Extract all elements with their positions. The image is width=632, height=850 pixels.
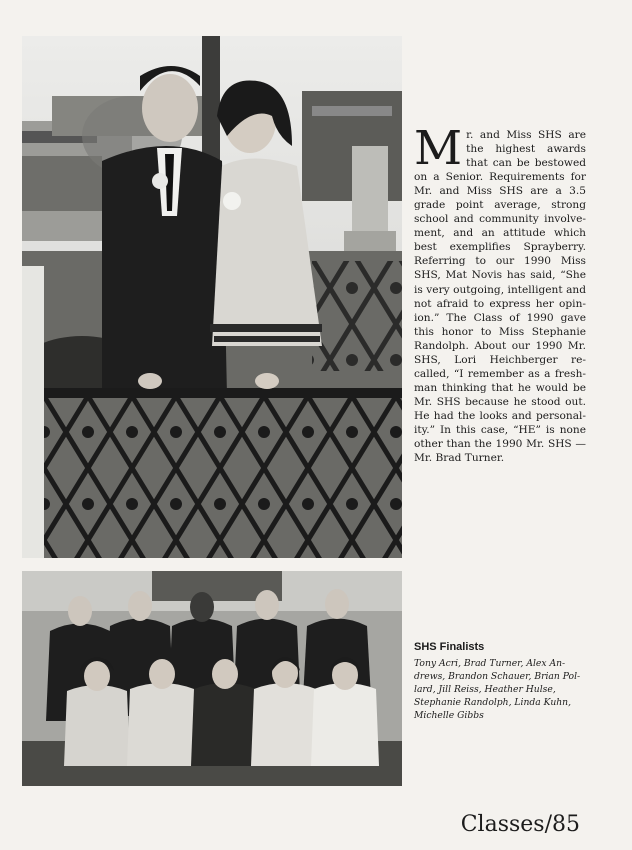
mr-miss-shs-photo bbox=[22, 36, 402, 558]
caption-names: Tony Acri, Brad Turner, Alex Andrews, Brandon Schauer, Brian Pollard, Jill Reiss, Heather Hulse, Stephanie Randolph, Linda Kuhn, Michelle Gibbs bbox=[414, 658, 581, 721]
drop-cap: M bbox=[414, 121, 463, 176]
finalists-photo bbox=[22, 571, 402, 786]
article-text: r. and Miss SHS are the highest awards that can be bestowed on a Senior. Requirements for Mr. and Miss SHS are a 3.5 grade point average, strong school and community involvement, and an attitude which best exemplifies Sprayberry. Referring to our 1990 Miss SHS, Mat Novis has said, “She is very outgoing, intelligent and not afraid to express her opinion.” The Class of 1990 gave this honor to Miss Stephanie Randolph. About our 1990 Mr. SHS, Lori Heichberger recalled, “I remember as a freshman thinking that he would be Mr. SHS because he stood out. He had the looks and personality.” In this case, “HE” is none other than the 1990 Mr. SHS — Mr. Brad Turner. bbox=[414, 129, 586, 465]
article-body bbox=[414, 121, 586, 465]
page-folio: Classes/85 bbox=[460, 812, 580, 837]
caption-title: SHS Finalists bbox=[414, 641, 485, 653]
